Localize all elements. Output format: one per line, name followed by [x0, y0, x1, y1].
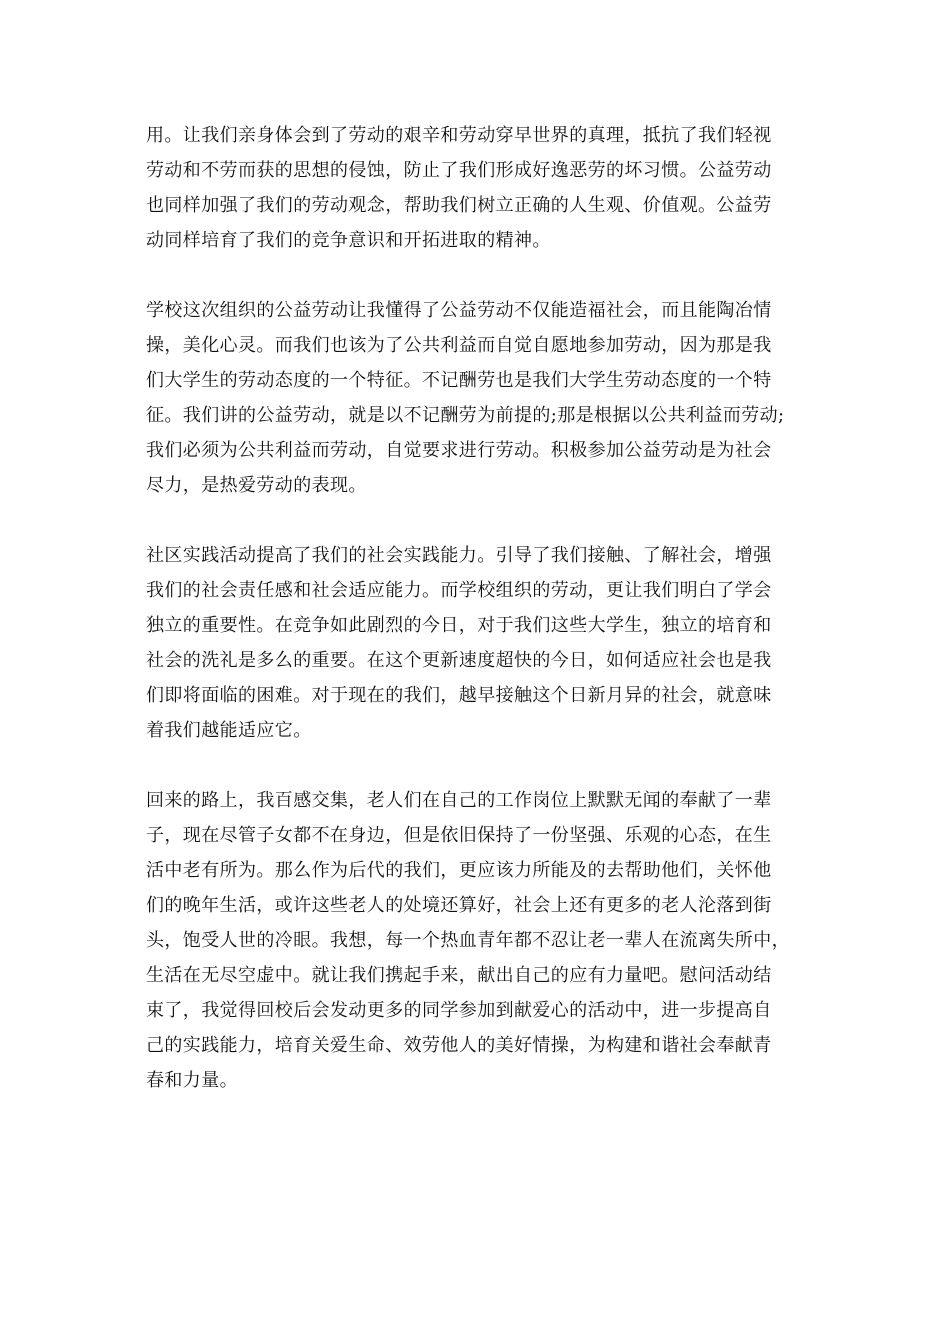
paragraph-3	[146, 538, 806, 748]
text-line: 生活在无尽空虚中。就让我们携起手来，献出自己的应有力量吧。慰问活动结	[146, 965, 772, 986]
paragraph-spacer	[146, 258, 806, 293]
text-line: 学校这次组织的公益劳动让我懂得了公益劳动不仅能造福社会，而且能陶冶情	[146, 300, 772, 321]
text-line: 用。让我们亲身体会到了劳动的艰辛和劳动穿早世界的真理，抵抗了我们轻视	[146, 125, 772, 146]
text-line: 我们必须为公共利益而劳动，自觉要求进行劳动。积极参加公益劳动是为社会	[146, 440, 772, 461]
text-line: 子，现在尽管子女都不在身边，但是依旧保持了一份坚强、乐观的心态，在生	[146, 825, 772, 846]
paragraph-1	[146, 118, 806, 258]
text-line: 也同样加强了我们的劳动观念，帮助我们树立正确的人生观、价值观。公益劳	[146, 195, 772, 216]
paragraph-spacer	[146, 503, 806, 538]
text-line: 社会的洗礼是多么的重要。在这个更新速度超快的今日，如何适应社会也是我	[146, 650, 772, 671]
text-line: 独立的重要性。在竞争如此剧烈的今日，对于我们这些大学生，独立的培育和	[146, 615, 772, 636]
text-line: 春和力量。	[146, 1070, 238, 1091]
paragraph-spacer	[146, 748, 806, 783]
text-line: 回来的路上，我百感交集，老人们在自己的工作岗位上默默无闻的奉献了一辈	[146, 790, 772, 811]
text-line: 束了，我觉得回校后会发动更多的同学参加到献爱心的活动中，进一步提高自	[146, 1000, 772, 1021]
text-line: 们即将面临的困难。对于现在的我们，越早接触这个日新月异的社会，就意味	[146, 685, 772, 706]
text-line: 己的实践能力，培育关爱生命、效劳他人的美好情操，为构建和谐社会奉献青	[146, 1035, 772, 1056]
text-line: 尽力，是热爱劳动的表现。	[146, 475, 367, 496]
text-line: 操，美化心灵。而我们也该为了公共利益而自觉自愿地参加劳动，因为那是我	[146, 335, 772, 356]
text-line: 头，饱受人世的冷眼。我想，每一个热血青年都不忍让老一辈人在流离失所中，	[146, 930, 790, 951]
text-line: 动同样培育了我们的竞争意识和开拓进取的精神。	[146, 230, 551, 251]
text-line: 们大学生的劳动态度的一个特征。不记酬劳也是我们大学生劳动态度的一个特	[146, 370, 772, 391]
document-body	[146, 118, 806, 1098]
text-line: 活中老有所为。那么作为后代的我们，更应该力所能及的去帮助他们，关怀他	[146, 860, 772, 881]
text-line: 我们的社会责任感和社会适应能力。而学校组织的劳动，更让我们明白了学会	[146, 580, 772, 601]
text-line: 们的晚年生活，或许这些老人的处境还算好，社会上还有更多的老人沦落到街	[146, 895, 772, 916]
text-line: 征。我们讲的公益劳动，就是以不记酬劳为前提的;那是根据以公共利益而劳动;	[146, 405, 785, 426]
paragraph-2	[146, 293, 806, 503]
paragraph-4	[146, 783, 806, 1098]
text-line: 社区实践活动提高了我们的社会实践能力。引导了我们接触、了解社会，增强	[146, 545, 772, 566]
text-line: 着我们越能适应它。	[146, 720, 312, 741]
text-line: 劳动和不劳而获的思想的侵蚀，防止了我们形成好逸恶劳的坏习惯。公益劳动	[146, 160, 772, 181]
